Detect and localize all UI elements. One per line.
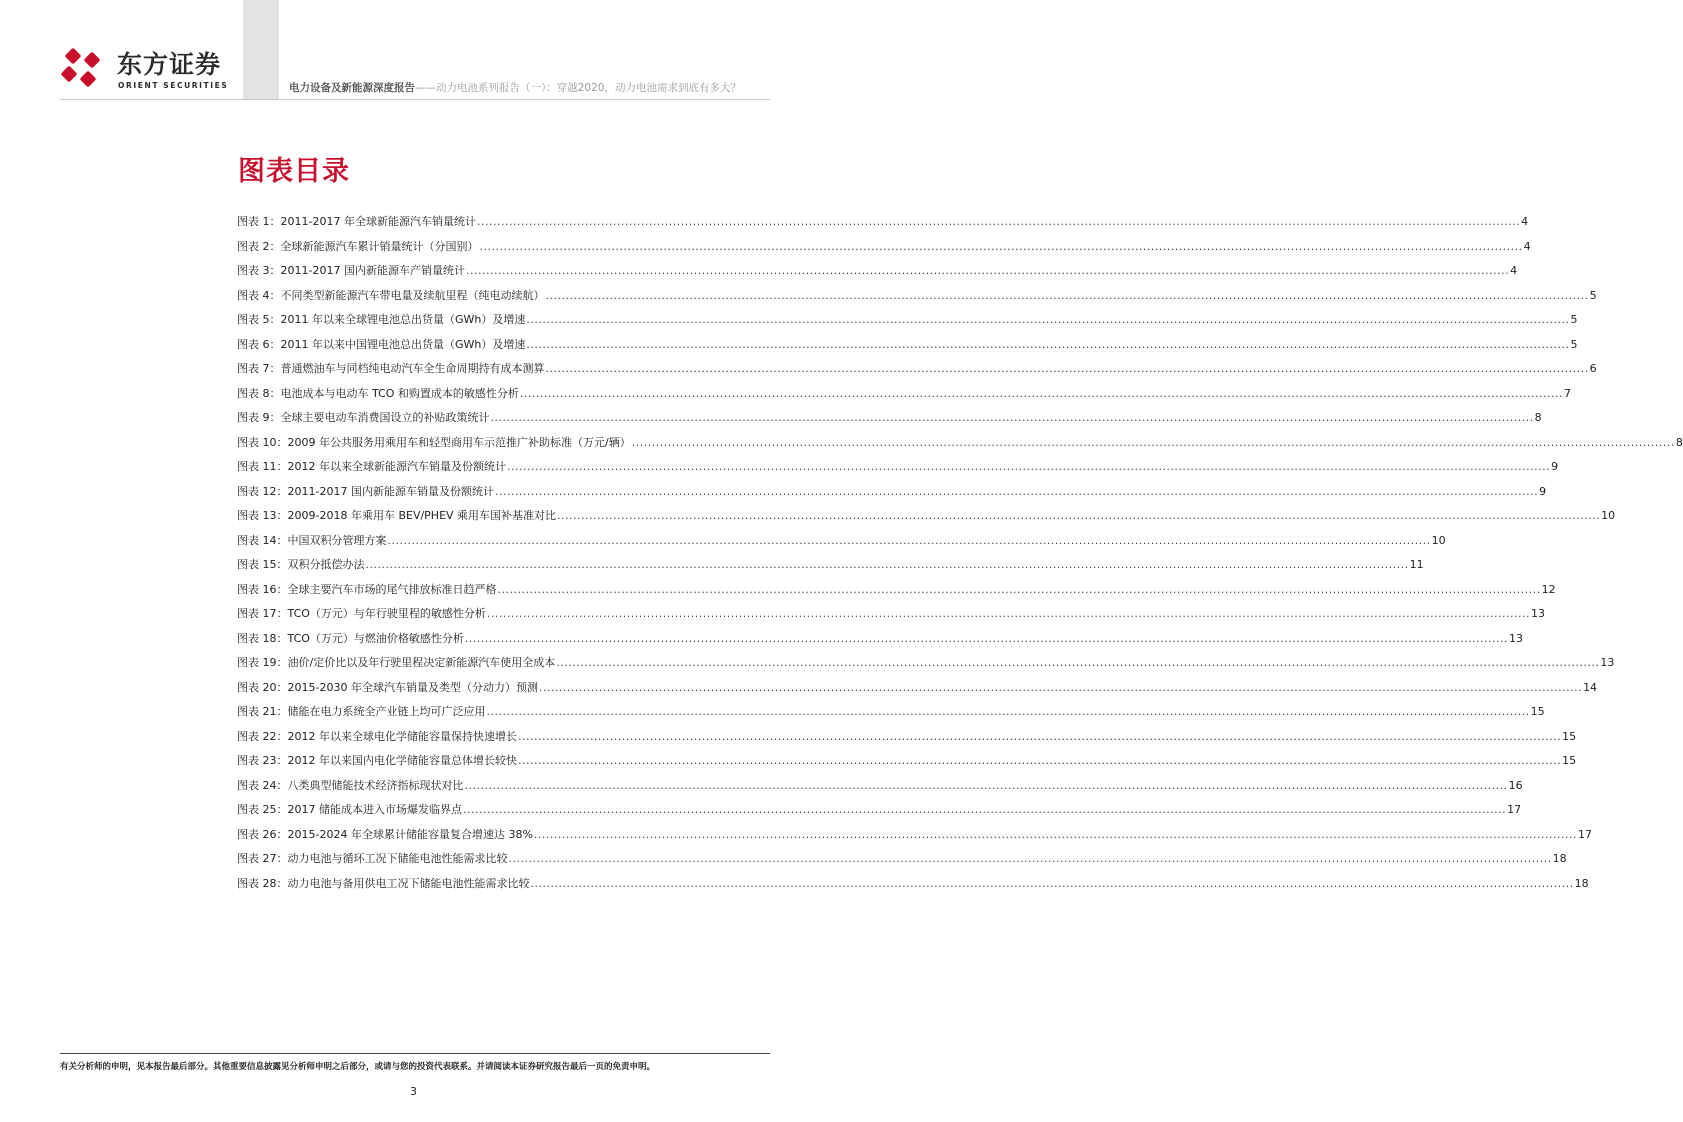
toc-entry-label: 图表 28： bbox=[237, 876, 288, 890]
toc-entry-text: 2011 年以来全球锂电池总出货量（GWh）及增速 bbox=[280, 313, 526, 326]
toc-entry-text: 2017 储能成本进入市场爆发临界点 bbox=[287, 803, 462, 816]
toc-entry[interactable] bbox=[237, 455, 1559, 480]
toc-entry[interactable] bbox=[237, 480, 1547, 505]
toc-entry-page: 4 bbox=[1523, 239, 1531, 253]
toc-leader-dots bbox=[487, 602, 1530, 627]
toc-entry-page: 15 bbox=[1562, 729, 1577, 743]
toc-entry-page: 10 bbox=[1601, 509, 1616, 522]
toc-entry-label: 图表 3： bbox=[237, 264, 281, 277]
toc-entry-label: 图表 27： bbox=[237, 852, 288, 865]
toc-leader-dots bbox=[509, 847, 1552, 872]
toc-entry[interactable] bbox=[237, 333, 1578, 358]
toc-list bbox=[237, 210, 1683, 896]
toc-entry-text: 2011-2017 年全球新能源汽车销量统计 bbox=[280, 215, 476, 228]
toc-entry-label: 图表 2： bbox=[237, 239, 281, 253]
toc-entry-label: 图表 10： bbox=[237, 435, 288, 449]
toc-entry[interactable] bbox=[237, 406, 1542, 431]
logo-english-name: ORIENT SECURITIES bbox=[118, 81, 229, 90]
toc-entry-text: 2012 年以来全球新能源汽车销量及份额统计 bbox=[287, 460, 506, 473]
toc-entry-page: 9 bbox=[1539, 484, 1547, 498]
toc-entry[interactable] bbox=[237, 357, 1597, 382]
toc-entry[interactable] bbox=[237, 798, 1522, 823]
toc-entry-text: 双积分抵偿办法 bbox=[287, 558, 365, 571]
toc-entry-text: 动力电池与备用供电工况下储能电池性能需求比较 bbox=[287, 876, 530, 890]
toc-entry-label: 图表 20： bbox=[237, 680, 288, 694]
header-gray-bar bbox=[243, 0, 279, 100]
toc-entry-page: 5 bbox=[1589, 288, 1597, 302]
toc-entry-text: 不同类型新能源汽车带电量及续航里程（纯电动续航） bbox=[280, 288, 545, 302]
toc-entry-page: 10 bbox=[1431, 533, 1446, 547]
report-title: ——动力电池系列报告（一）：穿越2020，动力电池需求到底有多大？ bbox=[415, 82, 741, 94]
toc-entry-text: 2015-2030 年全球汽车销量及类型（分动力）预测 bbox=[287, 680, 538, 694]
toc-leader-dots bbox=[520, 382, 1563, 407]
toc-leader-dots bbox=[480, 235, 1523, 260]
toc-leader-dots bbox=[557, 504, 1600, 529]
toc-entry[interactable] bbox=[237, 284, 1597, 309]
toc-title: 图表目录 bbox=[238, 156, 350, 187]
orient-logo-icon bbox=[60, 48, 108, 92]
toc-leader-dots bbox=[465, 627, 1508, 652]
toc-entry-label: 图表 11： bbox=[237, 460, 288, 473]
toc-entry-label: 图表 24： bbox=[237, 778, 288, 792]
toc-entry-page: 8 bbox=[1534, 411, 1542, 424]
toc-entry[interactable] bbox=[237, 578, 1556, 603]
toc-entry-text: 2009-2018 年乘用车 BEV/PHEV 乘用车国补基准对比 bbox=[287, 509, 557, 522]
toc-entry-page: 13 bbox=[1531, 607, 1546, 620]
toc-leader-dots bbox=[477, 210, 1520, 235]
toc-entry[interactable] bbox=[237, 823, 1593, 848]
toc-entry-page: 16 bbox=[1508, 778, 1523, 792]
toc-entry-text: 全球主要电动车消费国设立的补贴政策统计 bbox=[280, 411, 490, 424]
toc-entry[interactable] bbox=[237, 431, 1683, 456]
toc-entry-label: 图表 25： bbox=[237, 803, 288, 816]
toc-entry-text: 2015-2024 年全球累计储能容量复合增速达 38% bbox=[287, 827, 533, 841]
toc-entry-page: 8 bbox=[1675, 435, 1683, 449]
toc-entry-label: 图表 5： bbox=[237, 313, 281, 326]
toc-entry-label: 图表 12： bbox=[237, 484, 288, 498]
toc-leader-dots bbox=[546, 284, 1589, 309]
footer-disclaimer: 有关分析师的申明，见本报告最后部分。其他重要信息披露见分析师申明之后部分，或请与您的投资代表联系。并请阅读本证券研究报告最后一页的免责申明。 bbox=[60, 1062, 656, 1072]
toc-entry-text: 2009 年公共服务用乘用车和轻型商用车示范推广补助标准（万元/辆） bbox=[287, 435, 631, 449]
toc-entry-page: 4 bbox=[1521, 215, 1529, 228]
toc-leader-dots bbox=[465, 774, 1508, 799]
toc-leader-dots bbox=[487, 700, 1530, 725]
toc-entry-label: 图表 19： bbox=[237, 656, 288, 669]
toc-entry-page: 18 bbox=[1574, 876, 1589, 890]
toc-leader-dots bbox=[534, 823, 1577, 848]
toc-entry[interactable] bbox=[237, 774, 1523, 799]
toc-entry-page: 11 bbox=[1409, 558, 1424, 571]
toc-entry[interactable] bbox=[237, 847, 1567, 872]
toc-entry-page: 4 bbox=[1510, 264, 1518, 277]
toc-entry-page: 6 bbox=[1589, 362, 1597, 375]
toc-entry-page: 13 bbox=[1600, 656, 1615, 669]
toc-entry-label: 图表 15： bbox=[237, 558, 288, 571]
logo-chinese-name: 东方证券 bbox=[117, 50, 222, 79]
toc-entry-text: 储能在电力系统全产业链上均可广泛应用 bbox=[287, 705, 486, 718]
toc-entry-text: 2012 年以来国内电化学储能容量总体增长较快 bbox=[287, 754, 517, 767]
toc-leader-dots bbox=[526, 308, 1569, 333]
toc-leader-dots bbox=[498, 578, 1541, 603]
toc-entry[interactable] bbox=[237, 651, 1615, 676]
toc-entry-page: 15 bbox=[1530, 705, 1545, 718]
toc-entry-page: 13 bbox=[1509, 631, 1524, 645]
toc-entry[interactable] bbox=[237, 382, 1572, 407]
toc-entry[interactable] bbox=[237, 235, 1531, 260]
toc-entry[interactable] bbox=[237, 725, 1577, 750]
toc-entry-page: 17 bbox=[1578, 827, 1593, 841]
toc-leader-dots bbox=[526, 333, 1569, 358]
toc-leader-dots bbox=[632, 431, 1675, 456]
toc-entry-text: 2012 年以来全球电化学储能容量保持快速增长 bbox=[287, 729, 517, 743]
toc-entry-text: 油价/定价比以及年行驶里程决定新能源汽车使用全成本 bbox=[287, 656, 556, 669]
toc-entry-text: 2011 年以来中国锂电池总出货量（GWh）及增速 bbox=[280, 337, 526, 351]
toc-entry-page: 12 bbox=[1541, 582, 1556, 596]
toc-entry-page: 5 bbox=[1570, 337, 1578, 351]
toc-leader-dots bbox=[495, 480, 1538, 505]
toc-entry-label: 图表 9： bbox=[237, 411, 281, 424]
toc-entry-label: 图表 4： bbox=[237, 288, 281, 302]
toc-entry[interactable] bbox=[237, 627, 1524, 652]
toc-entry-label: 图表 23： bbox=[237, 754, 288, 767]
toc-leader-dots bbox=[463, 798, 1506, 823]
toc-entry[interactable] bbox=[237, 504, 1616, 529]
toc-leader-dots bbox=[491, 406, 1534, 431]
header-divider bbox=[60, 99, 770, 100]
toc-leader-dots bbox=[539, 676, 1582, 701]
toc-entry[interactable] bbox=[237, 553, 1424, 578]
toc-entry[interactable] bbox=[237, 676, 1598, 701]
toc-entry-text: 2011-2017 国内新能源车产销量统计 bbox=[280, 264, 465, 277]
toc-entry-label: 图表 14： bbox=[237, 533, 288, 547]
toc-entry-label: 图表 6： bbox=[237, 337, 281, 351]
toc-entry-page: 18 bbox=[1552, 852, 1567, 865]
toc-entry-page: 5 bbox=[1570, 313, 1578, 326]
toc-entry-page: 14 bbox=[1583, 680, 1598, 694]
toc-entry-page: 9 bbox=[1551, 460, 1559, 473]
toc-leader-dots bbox=[518, 725, 1561, 750]
toc-leader-dots bbox=[466, 259, 1509, 284]
toc-entry[interactable] bbox=[237, 602, 1546, 627]
toc-leader-dots bbox=[507, 455, 1550, 480]
toc-entry-label: 图表 18： bbox=[237, 631, 288, 645]
footer-divider bbox=[60, 1053, 770, 1054]
toc-leader-dots bbox=[556, 651, 1599, 676]
toc-entry[interactable] bbox=[237, 259, 1518, 284]
toc-entry-label: 图表 26： bbox=[237, 827, 288, 841]
toc-leader-dots bbox=[518, 749, 1561, 774]
toc-entry-label: 图表 1： bbox=[237, 215, 281, 228]
toc-entry-page: 15 bbox=[1562, 754, 1577, 767]
toc-entry-text: 中国双积分管理方案 bbox=[287, 533, 387, 547]
toc-entry-label: 图表 7： bbox=[237, 362, 281, 375]
toc-entry[interactable] bbox=[237, 749, 1577, 774]
toc-entry-label: 图表 13： bbox=[237, 509, 288, 522]
toc-entry-label: 图表 21： bbox=[237, 705, 288, 718]
toc-entry-text: 动力电池与循环工况下储能电池性能需求比较 bbox=[287, 852, 508, 865]
toc-leader-dots bbox=[546, 357, 1589, 382]
toc-entry-text: TCO（万元）与燃油价格敏感性分析 bbox=[287, 631, 464, 645]
report-category: 电力设备及新能源深度报告 bbox=[289, 82, 415, 94]
toc-leader-dots bbox=[366, 553, 1409, 578]
toc-entry-text: 全球主要汽车市场的尾气排放标准日趋严格 bbox=[287, 582, 497, 596]
toc-entry-text: 八类典型储能技术经济指标现状对比 bbox=[287, 778, 464, 792]
toc-entry-page: 17 bbox=[1507, 803, 1522, 816]
toc-entry[interactable] bbox=[237, 700, 1545, 725]
toc-entry-text: 普通燃油车与同档纯电动汽车全生命周期持有成本测算 bbox=[280, 362, 545, 375]
page-number: 3 bbox=[410, 1085, 417, 1098]
toc-entry-text: TCO（万元）与年行驶里程的敏感性分析 bbox=[287, 607, 486, 620]
toc-entry[interactable] bbox=[237, 308, 1578, 333]
toc-entry[interactable] bbox=[237, 872, 1589, 897]
toc-entry-text: 电池成本与电动车 TCO 和购置成本的敏感性分析 bbox=[280, 386, 519, 400]
toc-entry-label: 图表 22： bbox=[237, 729, 288, 743]
toc-entry-text: 全球新能源汽车累计销量统计（分国别） bbox=[280, 239, 479, 253]
toc-entry-label: 图表 16： bbox=[237, 582, 288, 596]
toc-leader-dots bbox=[388, 529, 1431, 554]
toc-entry-label: 图表 8： bbox=[237, 386, 281, 400]
report-header bbox=[289, 80, 741, 95]
toc-entry-page: 7 bbox=[1564, 386, 1572, 400]
toc-entry[interactable] bbox=[237, 529, 1446, 554]
toc-entry-label: 图表 17： bbox=[237, 607, 288, 620]
company-logo bbox=[60, 48, 229, 93]
toc-leader-dots bbox=[531, 872, 1574, 897]
toc-entry[interactable] bbox=[237, 210, 1529, 235]
toc-entry-text: 2011-2017 国内新能源车销量及份额统计 bbox=[287, 484, 494, 498]
